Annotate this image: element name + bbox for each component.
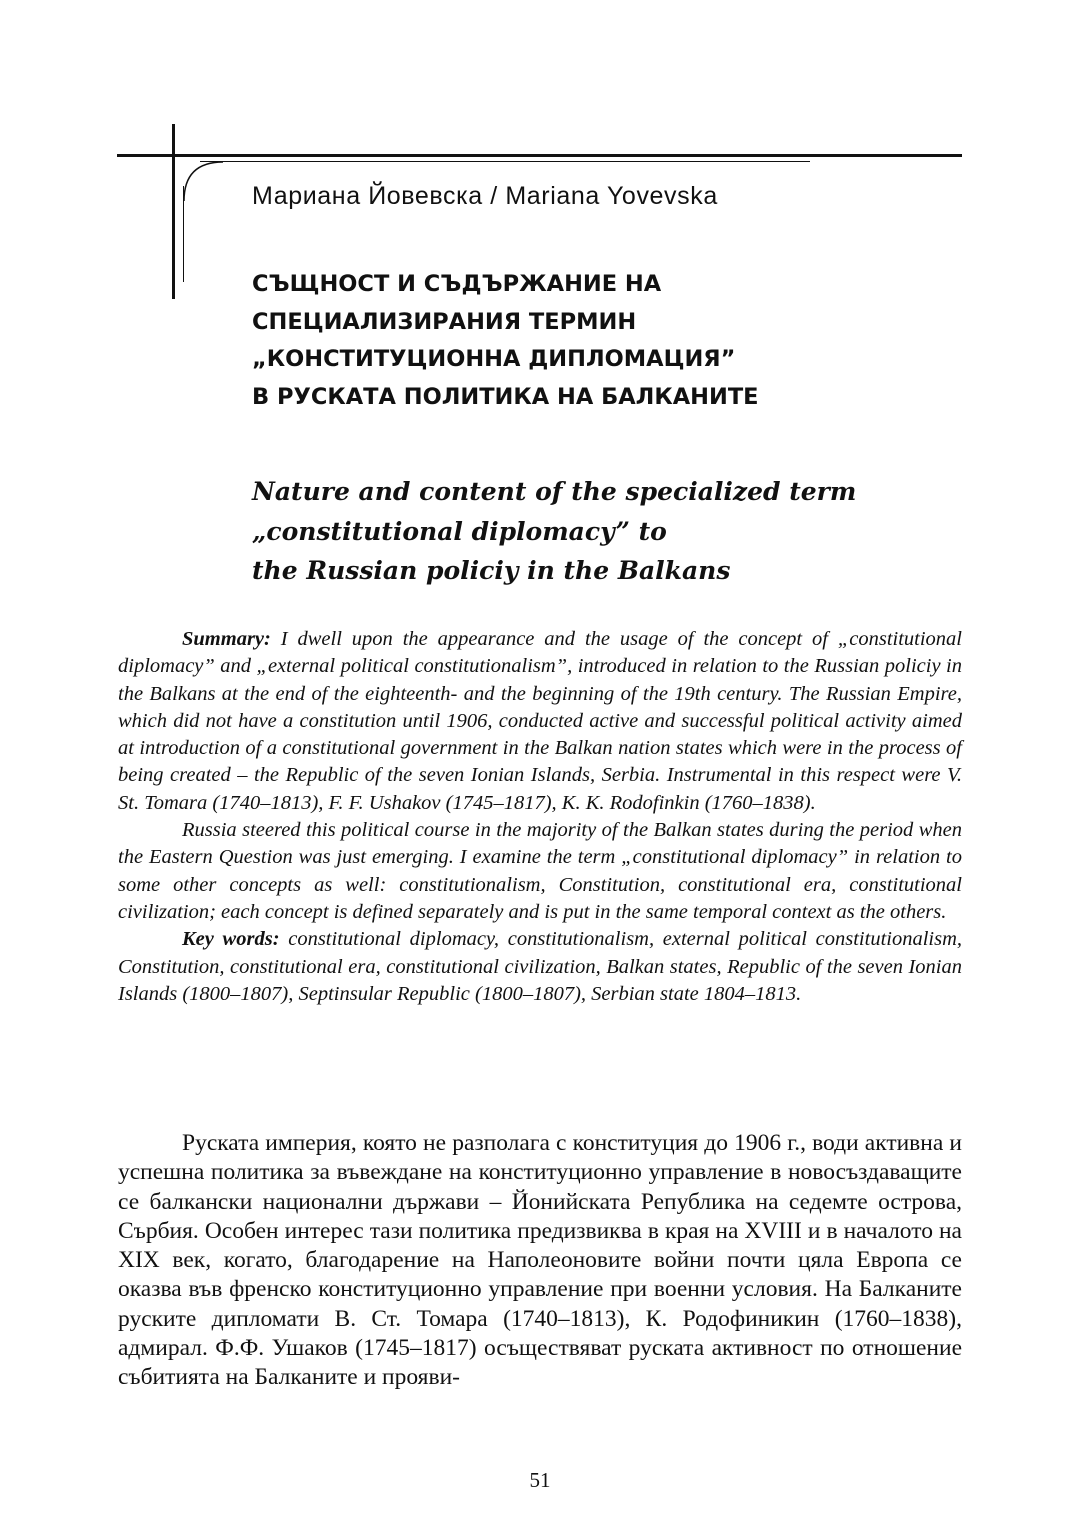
decorative-inner-rule	[200, 161, 810, 162]
summary-label: Summary:	[182, 628, 271, 650]
decorative-vertical-rule	[172, 124, 175, 299]
body-paragraph: Руската империя, която не разполага с конституция до 1906 г., води активна и успешна политика за въвеждане на конституционно управление в новосъздаващите се балкански национални държави – Йонийската Република на седемте острова, Сърбия. Особен интерес тази политика предизвиква в края на XVIII и в началото на XIX век, когато, благодарение на Наполеоновите войни почти цяла Европа се оказва във френско конституционно управление при военни условия. На Балканите руските дипломати В. Ст. Томара (1740–1813), К. Родофиникин (1760–1838), адмирал. Ф.Ф. Ушаков (1745–1817) осъществяват руската активност по отношение събитията на Балканите и прояви-	[118, 1130, 962, 1391]
title-bg-line: СЪЩНОСТ И СЪДЪРЖАНИЕ НА	[252, 271, 662, 297]
author-name: Мариана Йовевска / Mariana Yovevska	[252, 182, 718, 210]
abstract	[118, 626, 962, 1008]
title-bulgarian	[252, 266, 759, 416]
summary-paragraph-2: Russia steered this political course in the majority of the Balkan states during the period when the Eastern Question was just emerging. I examine the term „constitutional diplomacy” in relation to some other concepts as well: constitutionalism, Constitution, constitutional era, constitutional civilization; each concept is defined separately and is put in the same temporal context as the others.	[118, 819, 962, 923]
keywords-text: constitutional diplomacy, constitutionalism, external political constitutionalism, Constitution, constitutional era, constitutional civilization, Balkan states, Republic of the seven Ionian Islands (1800–1807), Septinsular Republic (1800–1807), Serbian state 1804–1813.	[118, 928, 963, 1005]
title-en-line: „constitutional diplomacy” to	[252, 516, 667, 546]
title-bg-line: В РУСКАТА ПОЛИТИКА НА БАЛКАНИТЕ	[252, 383, 759, 410]
title-en-line: Nature and content of the specialized term	[252, 477, 857, 506]
title-bg-line: „КОНСТИТУЦИОННА ДИПЛОМАЦИЯ”	[252, 346, 736, 372]
title-english	[252, 472, 856, 591]
page-number: 51	[529, 1468, 551, 1492]
decorative-horizontal-rule	[117, 154, 962, 157]
decorative-corner-curve	[183, 161, 223, 201]
keywords-paragraph	[118, 926, 962, 1008]
keywords-label: Key words:	[182, 928, 280, 951]
summary-text: I dwell upon the appearance and the usage of the concept of „constitutional diplomacy” and „external political constitutionalism”, introduced in relation to the Russian policiy in the Balkans at the end of the eighteenth- and the beginning of the 19th century. The Russian Empire, which did not have a constitution until 1906, conducted active and successful political activity aimed at introduction of a constitutional government in the Balkan nation states which were in the process of being created – the Republic of the seven Ionian Islands, Serbia. Instrumental in this respect were V. St. Tomara (1740–1813), F. F. Ushakov (1745–1817), K. K. Rodofinkin (1760–1838).	[118, 628, 963, 814]
body-text	[118, 1129, 962, 1393]
title-bg-line: СПЕЦИАЛИЗИРАНИЯ ТЕРМИН	[252, 308, 637, 335]
summary-paragraph	[118, 626, 962, 817]
title-en-line: the Russian policiy in the Balkans	[252, 556, 731, 585]
